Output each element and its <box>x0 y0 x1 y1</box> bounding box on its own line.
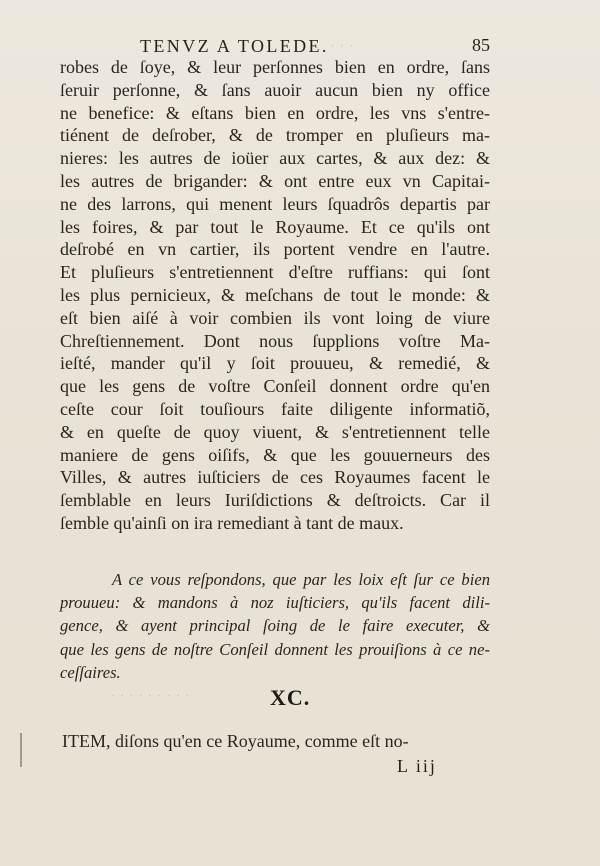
margin-ink-marks <box>14 735 40 775</box>
body-line: nieres: les autres de ioüer aux cartes, & aux dez: & <box>60 148 490 169</box>
show-through-text: · · · <box>330 38 354 55</box>
signature-mark: L iij <box>397 756 437 776</box>
body-line: maniere de gens oiſifs, & que les gouuerneurs des <box>60 444 490 465</box>
body-line: les foires, & par tout le Royaume. Et ce qu'ils ont <box>60 216 490 237</box>
royal-response <box>60 568 490 684</box>
body-line: ieſté, mander qu'il y ſoit prouueu, & remedié, & <box>60 353 490 374</box>
body-line: que les gens de voſtre Conſeil donnent ordre qu'en <box>60 376 490 397</box>
next-section-line: ITEM, diſons qu'en ce Royaume, comme eſt no- <box>62 731 409 751</box>
margin-rule <box>20 733 22 767</box>
body-line: eſt bien aiſé à voir combien ils vont loing de viure <box>60 307 490 328</box>
body-line: & en queſte de quoy viuent, & s'entretiennent telle <box>60 421 490 442</box>
body-line: ceſte cour ſoit touſiours faite diligente informatiõ, <box>60 398 490 419</box>
response-line: prouueu: & mandons à noz iuſticiers, qu'ils facent dili- <box>60 593 490 613</box>
running-head: TENVZ A TOLEDE. <box>140 36 329 56</box>
response-line: A ce vous reſpondons, que par les loix eſt ſur ce bien <box>112 570 490 589</box>
body-line: deſrobé en vn cartier, ils portent vendre en l'autre. <box>60 239 490 260</box>
main-paragraph <box>60 56 490 535</box>
body-line: ſeruir perſonne, & ſans auoir aucun bien ny office <box>60 79 490 100</box>
body-line-last: ſemble qu'ainſi on ira remediant à tant de maux. <box>60 512 404 533</box>
body-line: robes de ſoye, & leur perſonnes bien en ordre, ſans <box>60 57 490 77</box>
body-line: ne benefice: & eſtans bien en ordre, les vns s'entre- <box>60 102 490 123</box>
show-through-text: · · · · · · · · · <box>110 688 190 705</box>
section-numeral: XC. <box>270 685 311 710</box>
response-line: gence, & ayent principal ſoing de le faire executer, & <box>60 616 490 636</box>
body-line: ne des larrons, qui menent leurs ſquadrôs departis par <box>60 193 490 214</box>
response-line: que les gens de noſtre Conſeil donnent les prouiſions à ce ne- <box>60 639 490 659</box>
body-line: Chreſtiennement. Dont nous ſupplions voſtre Ma- <box>60 330 490 351</box>
response-line-last: ceſſaires. <box>60 662 121 682</box>
body-line: tiénent de deſrober, & de tromper en pluſieurs ma- <box>60 125 490 146</box>
body-line: Et pluſieurs s'entretiennent d'eſtre ruffians: qui ſont <box>60 262 490 283</box>
body-line: Villes, & autres iuſticiers de ces Royaumes facent le <box>60 467 490 488</box>
body-line: les plus pernicieux, & meſchans de tout le monde: & <box>60 284 490 305</box>
page-number: 85 <box>472 35 490 55</box>
body-line: ſemblable en leurs Iuriſdictions & deſtroicts. Car il <box>60 490 490 511</box>
body-line: les autres de brigander: & ont entre eux vn Capitai- <box>60 170 490 191</box>
